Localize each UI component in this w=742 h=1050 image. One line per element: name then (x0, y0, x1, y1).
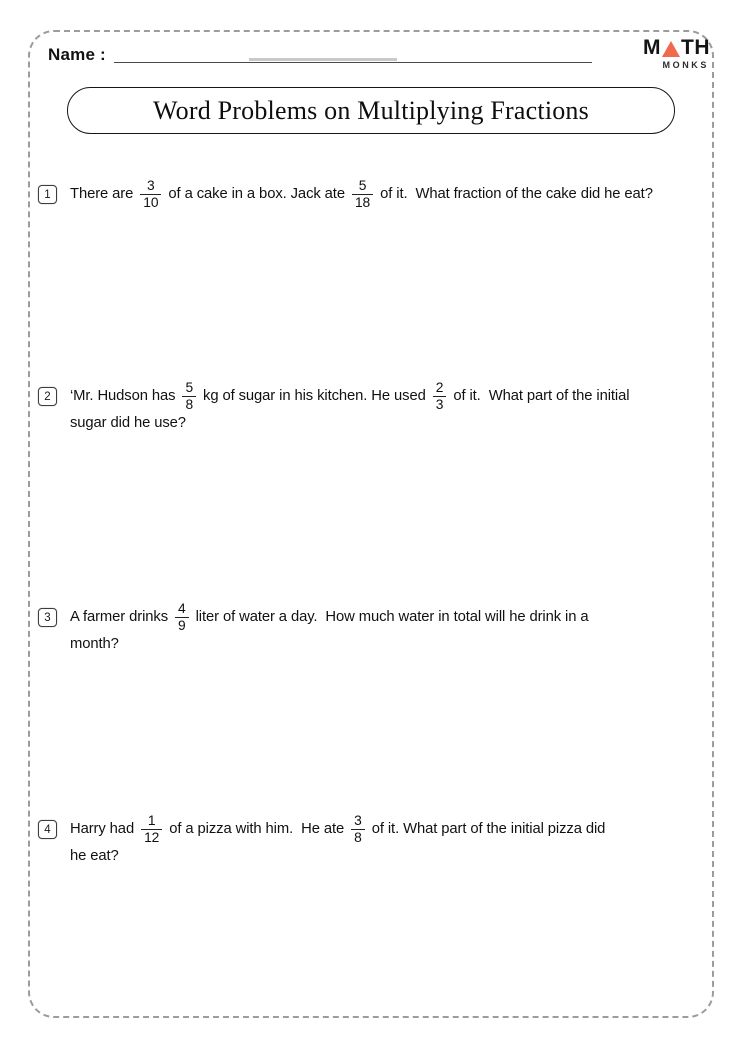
problem-text-segment: kg of sugar in his kitchen. He used (199, 388, 430, 404)
fraction-denominator: 18 (352, 194, 373, 210)
fraction-denominator: 3 (433, 396, 447, 412)
fraction-denominator: 9 (175, 617, 189, 633)
problem-line (70, 178, 653, 210)
fraction (140, 178, 161, 210)
problem-text-segment: Harry had (70, 821, 139, 837)
fraction-numerator: 4 (178, 601, 186, 617)
problem-text-segment: month? (70, 636, 119, 652)
problem (38, 601, 722, 655)
problem-text-segment: of a pizza with him. He ate (165, 821, 349, 837)
fraction (175, 601, 189, 633)
problem-number-badge: 1 (38, 185, 57, 204)
problem (38, 380, 722, 434)
worksheet-title: Word Problems on Multiplying Fractions (153, 95, 589, 125)
fraction-numerator: 3 (147, 178, 155, 194)
fraction-denominator: 12 (141, 829, 162, 845)
problem-text (70, 813, 606, 867)
fraction (351, 813, 365, 845)
fraction-denominator: 8 (351, 829, 365, 845)
logo-triangle-icon (662, 41, 680, 57)
problem-number-badge: 2 (38, 387, 57, 406)
fraction (141, 813, 162, 845)
name-label: Name : (48, 45, 106, 64)
fraction (182, 380, 196, 412)
fraction-denominator: 10 (140, 194, 161, 210)
fraction (352, 178, 373, 210)
problem-number-badge: 3 (38, 608, 57, 627)
problem-line (70, 380, 630, 412)
problem-text-segment: sugar did he use? (70, 415, 186, 431)
fraction-denominator: 8 (182, 396, 196, 412)
problem-text-segment: of a cake in a box. Jack ate (164, 186, 349, 202)
problem-text-segment: of it. What fraction of the cake did he eat? (376, 186, 653, 202)
name-input-line[interactable] (114, 48, 592, 63)
problem-text-segment: of it. What part of the initial pizza did (367, 821, 606, 837)
problem-text-segment: liter of water a day. How much water in total will he drink in a (191, 609, 589, 625)
problem-line (70, 601, 589, 633)
problem-line (70, 633, 589, 655)
problem (38, 813, 722, 867)
fraction-numerator: 5 (185, 380, 194, 396)
fraction-numerator: 1 (147, 813, 156, 829)
problem-line (70, 412, 629, 434)
problem-text-segment: There are (70, 186, 138, 202)
fraction-numerator: 2 (435, 380, 444, 396)
logo-letter-m: M (643, 36, 661, 59)
fraction-numerator: 3 (354, 813, 362, 829)
problem-number-badge: 4 (38, 820, 57, 839)
logo-subtext: MONKS (662, 60, 709, 70)
math-monks-logo (643, 37, 710, 70)
logo-wordmark (643, 37, 710, 58)
problem-text-segment: A farmer drinks (70, 609, 173, 625)
problem-text (70, 178, 653, 210)
worksheet-title-box (67, 87, 675, 134)
problem-text-segment: he eat? (70, 848, 119, 864)
name-row (48, 41, 592, 65)
problem (38, 178, 722, 210)
problem-text (70, 601, 589, 655)
problem-text (70, 380, 630, 434)
fraction-numerator: 5 (358, 178, 367, 194)
problem-line (70, 813, 606, 845)
problem-line (70, 845, 605, 867)
problem-text-segment: ‘Mr. Hudson has (70, 388, 180, 404)
logo-letters-th: TH (681, 36, 710, 59)
problem-text-segment: of it. What part of the initial (449, 388, 630, 404)
fraction (433, 380, 447, 412)
